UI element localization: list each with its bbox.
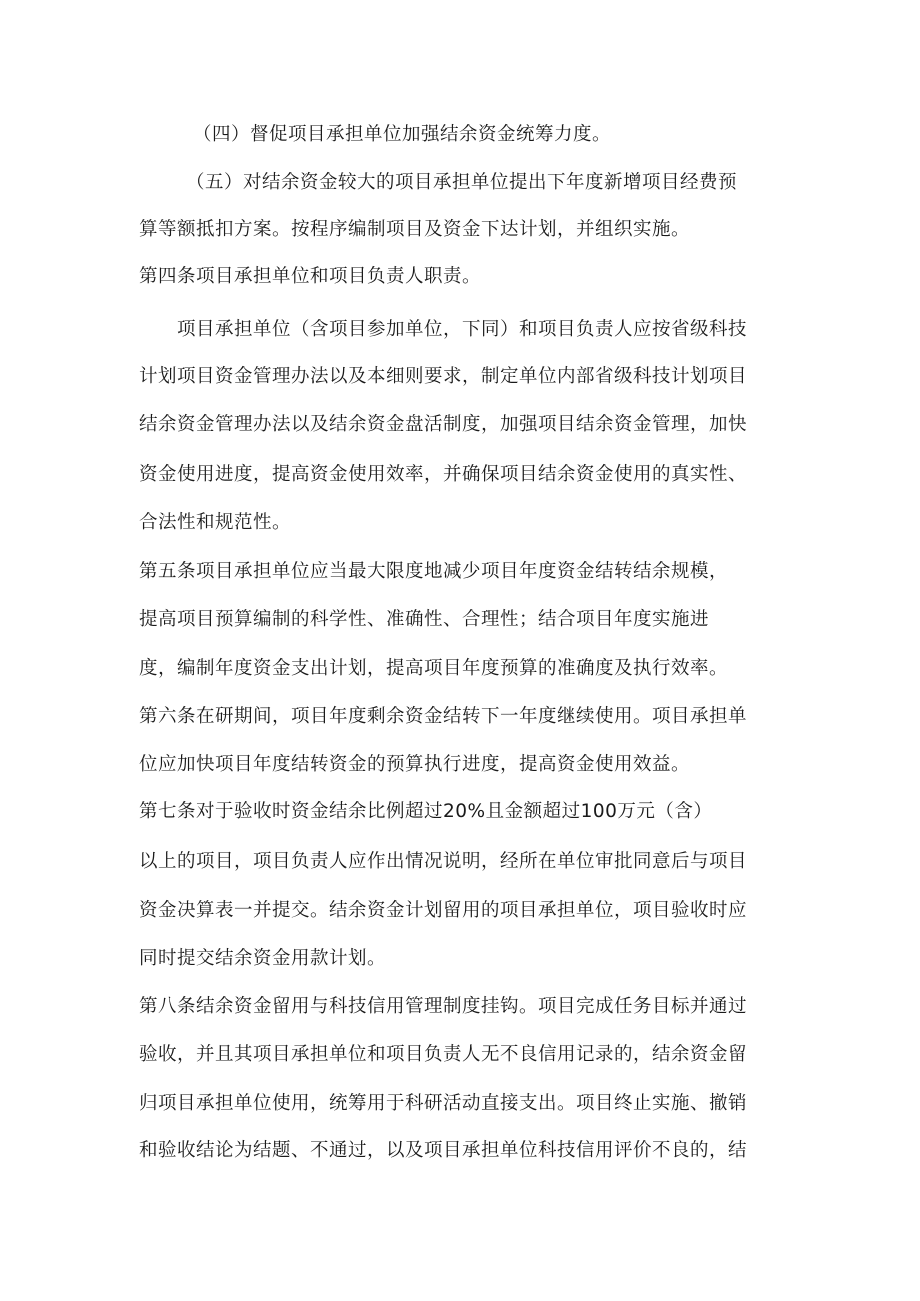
paragraph-line: 以上的项目，项目负责人应作出情况说明，经所在单位审批同意后与项目: [139, 851, 748, 872]
paragraph-line: 第五条项目承担单位应当最大限度地减少项目年度资金结转结余规模，: [139, 561, 729, 582]
paragraph-line: 位应加快项目年度结转资金的预算执行进度，提高资金使用效益。: [139, 754, 691, 775]
paragraph-line: 同时提交结余资金用款计划。: [139, 948, 387, 969]
paragraph-line: 归项目承担单位使用，统筹用于科研活动直接支出。项目终止实施、撤销: [139, 1093, 748, 1114]
paragraph-line: 计划项目资金管理办法以及本细则要求，制定单位内部省级科技计划项目: [139, 366, 748, 387]
paragraph-line: 算等额抵扣方案。按程序编制项目及资金下达计划，并组织实施。: [139, 219, 691, 240]
paragraph-line: （五）对结余资金较大的项目承担单位提出下年度新增项目经费预: [186, 172, 738, 193]
paragraph-line: 第八条结余资金留用与科技信用管理制度挂钩。项目完成任务目标并通过: [139, 996, 748, 1017]
paragraph-line: 合法性和规范性。: [139, 512, 292, 533]
paragraph-line: 第六条在研期间，项目年度剩余资金结转下一年度继续使用。项目承担单: [139, 706, 748, 727]
paragraph-line: 第七条对于验收时资金结余比例超过20%且金额超过100万元（含）: [139, 801, 713, 822]
paragraph-line: 提高项目预算编制的科学性、准确性、合理性；结合项目年度实施进: [139, 609, 710, 630]
paragraph-line: （四）督促项目承担单位加强结余资金统筹力度。: [193, 124, 612, 145]
paragraph-line: 资金使用进度，提高资金使用效率，并确保项目结余资金使用的真实性、: [139, 464, 748, 485]
paragraph-line: 资金决算表一并提交。结余资金计划留用的项目承担单位，项目验收时应: [139, 900, 748, 921]
paragraph-line: 度，编制年度资金支出计划，提高项目年度预算的准确度及执行效率。: [139, 658, 729, 679]
paragraph-line: 验收，并且其项目承担单位和项目负责人无不良信用记录的，结余资金留: [139, 1044, 748, 1065]
paragraph-line: 结余资金管理办法以及结余资金盘活制度，加强项目结余资金管理，加快: [139, 414, 748, 435]
paragraph-line: 项目承担单位（含项目参加单位，下同）和项目负责人应按省级科技: [177, 319, 748, 340]
paragraph-line: 和验收结论为结题、不通过，以及项目承担单位科技信用评价不良的，结: [139, 1140, 748, 1161]
article-heading: 第四条项目承担单位和项目负责人职责。: [139, 266, 482, 287]
